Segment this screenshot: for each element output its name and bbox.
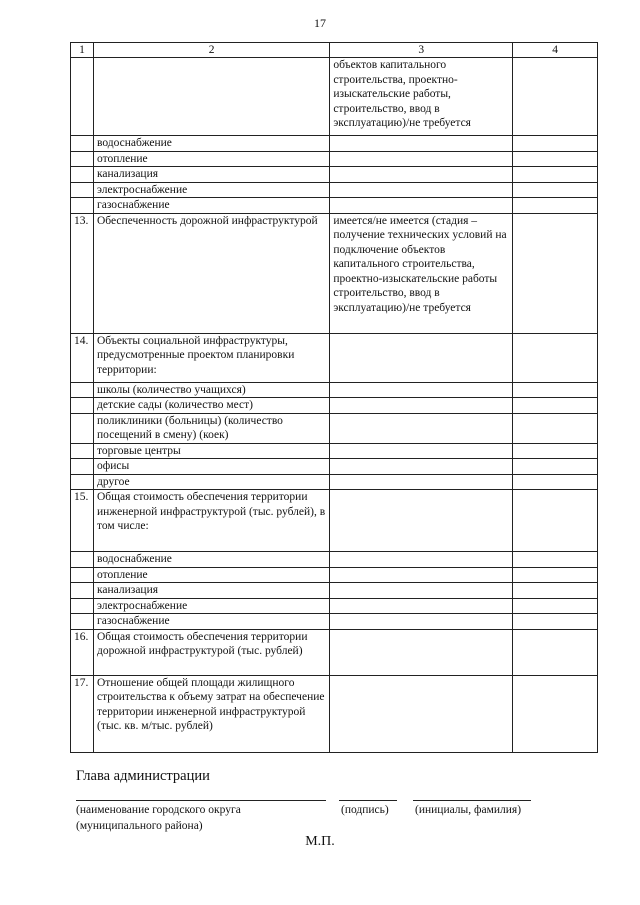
row-number-cell <box>71 443 94 459</box>
row-value-cell <box>330 151 513 167</box>
row-value-cell: объектов капитального строительства, проектно-изыскательские работы, строительство, ввод в эксплуатацию)/не требуется <box>330 58 513 136</box>
parameters-table <box>70 42 598 753</box>
table-row <box>71 151 598 167</box>
row-value-cell <box>330 598 513 614</box>
sign-caption: (подпись) <box>341 804 389 816</box>
row-extra-cell <box>513 58 598 136</box>
header-col-3: 3 <box>330 43 513 58</box>
row-extra-cell <box>513 413 598 443</box>
row-extra-cell <box>513 567 598 583</box>
table-row <box>71 382 598 398</box>
org-caption-line-2: (муниципального района) <box>76 820 203 832</box>
row-label-cell: офисы <box>94 459 330 475</box>
row-extra-cell <box>513 167 598 183</box>
row-extra-cell <box>513 213 598 333</box>
table-row <box>71 567 598 583</box>
row-label-cell <box>94 58 330 136</box>
row-label-cell: канализация <box>94 167 330 183</box>
table-row <box>71 413 598 443</box>
row-extra-cell <box>513 443 598 459</box>
stamp-place: М.П. <box>305 834 335 849</box>
row-value-cell <box>330 198 513 214</box>
row-number-cell <box>71 614 94 630</box>
row-extra-cell <box>513 151 598 167</box>
row-label-cell: Объекты социальной инфраструктуры, предусмотренные проектом планировки территории: <box>94 333 330 382</box>
row-number-cell <box>71 182 94 198</box>
row-extra-cell <box>513 398 598 414</box>
signature-line <box>339 800 397 801</box>
row-number-cell <box>71 58 94 136</box>
row-extra-cell <box>513 474 598 490</box>
row-value-cell <box>330 614 513 630</box>
row-extra-cell <box>513 490 598 552</box>
row-label-cell: водоснабжение <box>94 136 330 152</box>
table-row <box>71 583 598 599</box>
row-label-cell: газоснабжение <box>94 614 330 630</box>
table-row <box>71 490 598 552</box>
name-signature-line <box>413 800 531 801</box>
table-body <box>71 58 598 753</box>
org-caption-line-1: (наименование городского округа <box>76 804 241 816</box>
table-row <box>71 552 598 568</box>
row-label-cell: электроснабжение <box>94 598 330 614</box>
row-value-cell <box>330 567 513 583</box>
row-extra-cell <box>513 675 598 752</box>
row-number-cell: 15. <box>71 490 94 552</box>
row-label-cell: водоснабжение <box>94 552 330 568</box>
row-value-cell <box>330 474 513 490</box>
page-number: 17 <box>314 16 326 30</box>
row-label-cell: Общая стоимость обеспечения территории инженерной инфраструктурой (тыс. рублей), в том числе: <box>94 490 330 552</box>
table-row <box>71 333 598 382</box>
table-row <box>71 398 598 414</box>
table-row <box>71 629 598 675</box>
row-extra-cell <box>513 136 598 152</box>
row-value-cell <box>330 443 513 459</box>
table-row <box>71 675 598 752</box>
table-row <box>71 136 598 152</box>
row-extra-cell <box>513 598 598 614</box>
row-number-cell <box>71 151 94 167</box>
row-extra-cell <box>513 459 598 475</box>
row-number-cell <box>71 474 94 490</box>
row-number-cell: 17. <box>71 675 94 752</box>
table-row <box>71 213 598 333</box>
row-number-cell <box>71 583 94 599</box>
row-extra-cell <box>513 552 598 568</box>
row-value-cell <box>330 583 513 599</box>
row-extra-cell <box>513 583 598 599</box>
head-of-administration-label: Глава администрации <box>76 768 210 784</box>
row-value-cell <box>330 552 513 568</box>
row-value-cell <box>330 413 513 443</box>
row-extra-cell <box>513 333 598 382</box>
row-value-cell: имеется/не имеется (стадия – получение технических условий на подключение объектов капитального строительства, проектно-изыскательские работы строительство, ввод в эксплуатацию)/не требуется <box>330 213 513 333</box>
row-label-cell: торговые центры <box>94 443 330 459</box>
table-row <box>71 167 598 183</box>
row-label-cell: Отношение общей площади жилищного строительства к объему затрат на обеспечение территории инженерной инфраструктурой (тыс. кв. м/тыс. рублей) <box>94 675 330 752</box>
row-value-cell <box>330 490 513 552</box>
table-row <box>71 58 598 136</box>
row-number-cell <box>71 167 94 183</box>
header-col-1: 1 <box>71 43 94 58</box>
row-value-cell <box>330 333 513 382</box>
row-value-cell <box>330 167 513 183</box>
table-row <box>71 443 598 459</box>
row-value-cell <box>330 398 513 414</box>
table-header-row <box>71 43 598 58</box>
row-label-cell: Общая стоимость обеспечения территории дорожной инфраструктурой (тыс. рублей) <box>94 629 330 675</box>
row-value-cell <box>330 459 513 475</box>
table-row <box>71 459 598 475</box>
row-label-cell: поликлиники (больницы) (количество посещений в смену) (коек) <box>94 413 330 443</box>
org-signature-line <box>76 800 326 801</box>
row-number-cell <box>71 459 94 475</box>
table-row <box>71 614 598 630</box>
row-extra-cell <box>513 198 598 214</box>
row-label-cell: газоснабжение <box>94 198 330 214</box>
header-col-2: 2 <box>94 43 330 58</box>
name-caption: (инициалы, фамилия) <box>415 804 522 816</box>
row-number-cell <box>71 567 94 583</box>
row-value-cell <box>330 182 513 198</box>
table-row <box>71 474 598 490</box>
row-number-cell: 13. <box>71 213 94 333</box>
row-number-cell: 14. <box>71 333 94 382</box>
row-value-cell <box>330 382 513 398</box>
row-extra-cell <box>513 629 598 675</box>
row-number-cell <box>71 198 94 214</box>
row-label-cell: Обеспеченность дорожной инфраструктурой <box>94 213 330 333</box>
row-number-cell <box>71 598 94 614</box>
table-row <box>71 598 598 614</box>
row-label-cell: канализация <box>94 583 330 599</box>
row-number-cell: 16. <box>71 629 94 675</box>
table-row <box>71 198 598 214</box>
org-caption <box>76 802 241 834</box>
row-number-cell <box>71 398 94 414</box>
row-label-cell: другое <box>94 474 330 490</box>
row-number-cell <box>71 552 94 568</box>
row-number-cell <box>71 413 94 443</box>
table-row <box>71 182 598 198</box>
row-value-cell <box>330 136 513 152</box>
header-col-4: 4 <box>513 43 598 58</box>
row-value-cell <box>330 629 513 675</box>
row-number-cell <box>71 136 94 152</box>
row-label-cell: электроснабжение <box>94 182 330 198</box>
row-extra-cell <box>513 382 598 398</box>
row-value-cell <box>330 675 513 752</box>
row-number-cell <box>71 382 94 398</box>
row-label-cell: детские сады (количество мест) <box>94 398 330 414</box>
row-label-cell: школы (количество учащихся) <box>94 382 330 398</box>
row-extra-cell <box>513 614 598 630</box>
row-label-cell: отопление <box>94 567 330 583</box>
row-label-cell: отопление <box>94 151 330 167</box>
row-extra-cell <box>513 182 598 198</box>
